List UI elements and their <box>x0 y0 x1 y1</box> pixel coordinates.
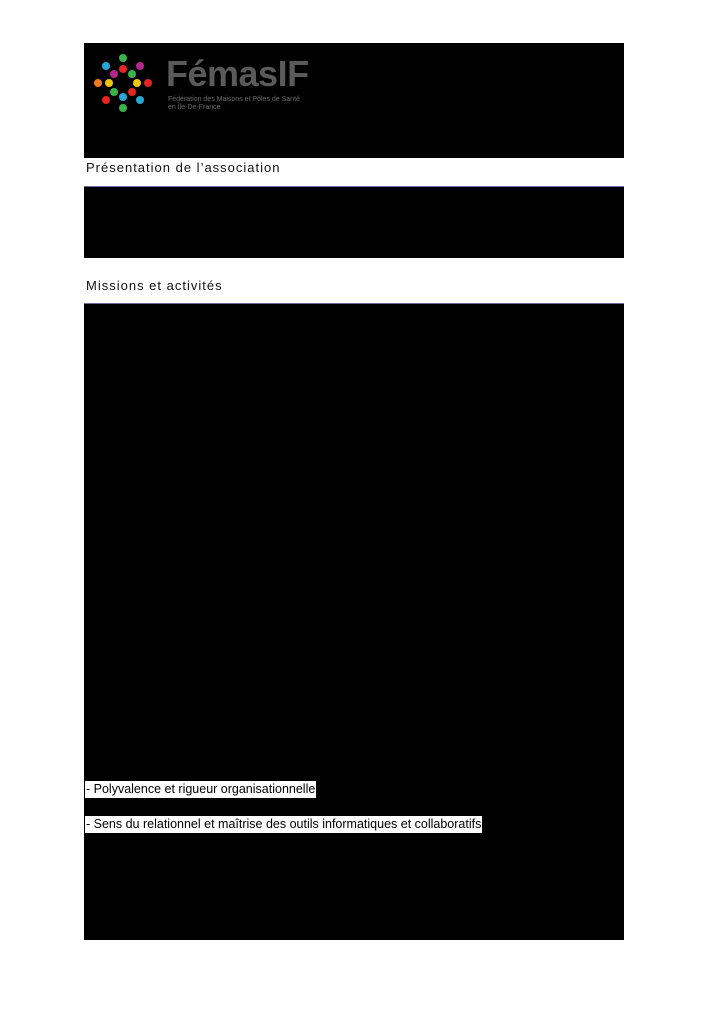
header-redaction-block <box>84 43 624 158</box>
logo-tagline-line-1: Fédération des Maisons et Pôles de Santé <box>168 96 300 103</box>
logo-tagline <box>168 96 328 112</box>
missions-redaction-block <box>84 304 624 940</box>
skill-line-polyvalence: - Polyvalence et rigueur organisationnelle <box>86 782 316 796</box>
section-title-presentation: Présentation de l’association <box>86 160 281 175</box>
femasif-logo-icon <box>92 52 154 114</box>
skill-line-relationnel: - Sens du relationnel et maîtrise des outils informatiques et collaboratifs <box>86 817 482 831</box>
presentation-redaction-block <box>84 187 624 258</box>
section-title-missions: Missions et activités <box>86 278 223 293</box>
logo-wordmark: FémasIF <box>166 53 309 94</box>
logo-tagline-line-2: en Île-De-France <box>168 104 221 111</box>
